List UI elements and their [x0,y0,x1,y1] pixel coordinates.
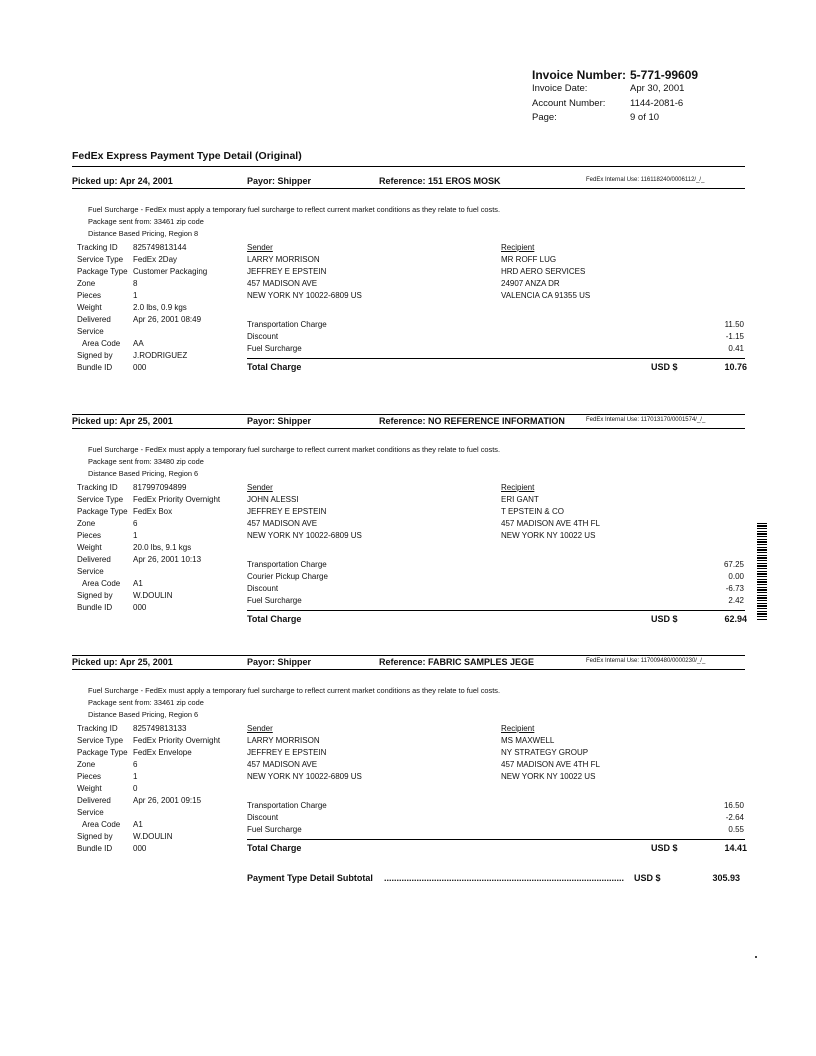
invoice-number-label: Invoice Number: [532,68,627,82]
reference: Reference: NO REFERENCE INFORMATION [379,416,565,426]
charge-label: Discount [247,332,279,341]
delivered-value: Apr 26, 2001 10:13 [133,555,202,564]
total-rule [247,610,745,611]
weight-value: 20.0 lbs, 9.1 kgs [133,543,192,552]
fuel-surcharge-note: Fuel Surcharge - FedEx must apply a temporary fuel surcharge to reflect current market conditions as they relate to fuel costs. [88,445,501,454]
charge-label: Discount [247,584,279,593]
payor: Payor: Shipper [247,416,312,426]
charge-amount: 16.50 [723,801,744,810]
tracking-id-label: Tracking ID [77,724,118,733]
service-type-value: FedEx Priority Overnight [133,736,221,745]
subtotal-amount: 305.93 [712,873,740,883]
sender-line: JEFFREY E EPSTEIN [247,748,327,757]
shipment-block [0,416,816,646]
reference: Reference: 151 EROS MOSK [379,176,501,186]
payor: Payor: Shipper [247,657,312,667]
header-rule [72,669,745,670]
fuel-surcharge-note: Fuel Surcharge - FedEx must apply a temporary fuel surcharge to reflect current market conditions as they relate to fuel costs. [88,205,501,214]
charge-label: Fuel Surcharge [247,344,302,353]
pieces-value: 1 [133,291,138,300]
invoice-date: Apr 30, 2001 [630,83,685,94]
zone-value: 8 [133,279,138,288]
pieces-label: Pieces [77,531,102,540]
signed-by-label: Signed by [77,832,113,841]
header-rule [72,188,745,189]
weight-value: 0 [133,784,138,793]
shipment-block [0,176,816,406]
signed-by-label: Signed by [77,351,113,360]
sender-line: NEW YORK NY 10022-6809 US [247,531,362,540]
recipient-heading: Recipient [501,724,535,733]
charge-amount: 67.25 [723,560,744,569]
invoice-number: 5-771-99609 [630,68,699,82]
recipient-heading: Recipient [501,483,535,492]
delivered-label: Delivered [77,796,111,805]
zone-value: 6 [133,519,138,528]
internal-use: FedEx Internal Use: 117009480/0000230/_/_ [586,658,706,664]
sender-heading: Sender [247,483,273,492]
total-currency: USD $ [651,614,678,624]
title-rule [72,166,745,167]
service-label: Service [77,567,104,576]
recipient-line: MS MAXWELL [501,736,555,745]
tracking-id-label: Tracking ID [77,243,118,252]
subtotal-leader-dots: ................................................................................................ [384,873,625,883]
sender-line: NEW YORK NY 10022-6809 US [247,772,362,781]
total-charge-amount: 62.94 [724,614,747,624]
total-charge-amount: 14.41 [724,843,747,853]
distance-pricing: Distance Based Pricing, Region 6 [88,469,199,478]
section-separator [72,655,745,656]
sender-line: LARRY MORRISON [247,736,320,745]
package-sent-from: Package sent from: 33461 zip code [88,217,204,226]
sender-line: 457 MADISON AVE [247,760,318,769]
recipient-line: 457 MADISON AVE 4TH FL [501,760,600,769]
recipient-line: ERI GANT [501,495,539,504]
total-rule [247,358,745,359]
pieces-value: 1 [133,531,138,540]
zone-label: Zone [77,760,96,769]
sender-line: 457 MADISON AVE [247,519,318,528]
sender-line: JEFFREY E EPSTEIN [247,267,327,276]
service-type-label: Service Type [77,255,124,264]
area-code-value: A1 [133,820,143,829]
charge-label: Transportation Charge [247,801,327,810]
pieces-label: Pieces [77,291,102,300]
charge-amount: 0.00 [728,572,744,581]
service-type-label: Service Type [77,736,124,745]
charge-amount: 0.55 [728,825,744,834]
tracking-id-value: 817997094899 [133,483,187,492]
bundle-id-label: Bundle ID [77,363,113,372]
tracking-id-value: 825749813144 [133,243,187,252]
signed-by-value: W.DOULIN [133,832,173,841]
area-code-label: Area Code [82,339,121,348]
page-title: FedEx Express Payment Type Detail (Original) [72,150,302,162]
signed-by-value: W.DOULIN [133,591,173,600]
signed-by-value: J.RODRIGUEZ [133,351,188,360]
charge-amount: -2.64 [725,813,744,822]
recipient-line: 457 MADISON AVE 4TH FL [501,519,600,528]
charge-amount: 0.41 [728,344,744,353]
distance-pricing: Distance Based Pricing, Region 8 [88,229,199,238]
internal-use: FedEx Internal Use: 117013170/0001574/_/_ [586,417,706,423]
service-type-label: Service Type [77,495,124,504]
total-rule [247,839,745,840]
fuel-surcharge-note: Fuel Surcharge - FedEx must apply a temporary fuel surcharge to reflect current market conditions as they relate to fuel costs. [88,686,501,695]
sender-heading: Sender [247,724,273,733]
package-sent-from: Package sent from: 33480 zip code [88,457,204,466]
charge-label: Fuel Surcharge [247,596,302,605]
page-mark [755,956,757,958]
shipment-block [0,657,816,887]
pieces-value: 1 [133,772,138,781]
delivered-label: Delivered [77,315,111,324]
picked-up-date: Picked up: Apr 24, 2001 [72,176,173,186]
charge-amount: 2.42 [728,596,744,605]
total-charge-label: Total Charge [247,362,302,372]
area-code-value: A1 [133,579,143,588]
area-code-value: AA [133,339,144,348]
package-type-label: Package Type [77,267,128,276]
bundle-id-value: 000 [133,363,147,372]
bundle-id-label: Bundle ID [77,844,113,853]
account-number: 1144-2081-6 [630,98,684,109]
reference: Reference: FABRIC SAMPLES JEGE [379,657,535,667]
charge-label: Transportation Charge [247,560,327,569]
service-type-value: FedEx 2Day [133,255,178,264]
bundle-id-label: Bundle ID [77,603,113,612]
delivered-value: Apr 26, 2001 09:15 [133,796,202,805]
zone-label: Zone [77,279,96,288]
recipient-line: NY STRATEGY GROUP [501,748,589,757]
package-sent-from: Package sent from: 33461 zip code [88,698,204,707]
recipient-line: NEW YORK NY 10022 US [501,531,596,540]
page-number: 9 of 10 [630,112,660,123]
sender-line: JOHN ALESSI [247,495,299,504]
subtotal-currency: USD $ [634,873,661,883]
tracking-id-label: Tracking ID [77,483,118,492]
header-rule [72,428,745,429]
charge-amount: 11.50 [724,320,744,329]
recipient-line: HRD AERO SERVICES [501,267,586,276]
invoice-date-label: Invoice Date: [532,83,588,94]
weight-label: Weight [77,303,102,312]
zone-label: Zone [77,519,96,528]
service-type-value: FedEx Priority Overnight [133,495,221,504]
distance-pricing: Distance Based Pricing, Region 6 [88,710,199,719]
tracking-id-value: 825749813133 [133,724,187,733]
delivered-value: Apr 26, 2001 08:49 [133,315,202,324]
service-label: Service [77,808,104,817]
total-currency: USD $ [651,843,678,853]
package-type-label: Package Type [77,748,128,757]
weight-label: Weight [77,784,102,793]
area-code-label: Area Code [82,579,121,588]
recipient-line: VALENCIA CA 91355 US [501,291,591,300]
package-type-label: Package Type [77,507,128,516]
charge-amount: -1.15 [725,332,744,341]
package-type-value: FedEx Box [133,507,173,516]
charge-label: Discount [247,813,279,822]
package-type-value: Customer Packaging [133,267,208,276]
charge-amount: -6.73 [725,584,744,593]
zone-value: 6 [133,760,138,769]
recipient-line: NEW YORK NY 10022 US [501,772,596,781]
total-charge-amount: 10.76 [724,362,747,372]
sender-line: 457 MADISON AVE [247,279,318,288]
signed-by-label: Signed by [77,591,113,600]
recipient-heading: Recipient [501,243,535,252]
page-label: Page: [532,112,557,123]
area-code-label: Area Code [82,820,121,829]
internal-use: FedEx Internal Use: 116118240/0006112/_/_ [586,177,705,183]
recipient-line: MR ROFF LUG [501,255,557,264]
section-separator [72,414,745,415]
side-barcode [757,523,767,621]
subtotal-label: Payment Type Detail Subtotal [247,873,373,883]
recipient-line: 24907 ANZA DR [501,279,560,288]
sender-line: JEFFREY E EPSTEIN [247,507,327,516]
account-number-label: Account Number: [532,98,606,109]
sender-line: LARRY MORRISON [247,255,320,264]
weight-label: Weight [77,543,102,552]
total-currency: USD $ [651,362,678,372]
package-type-value: FedEx Envelope [133,748,192,757]
charge-label: Fuel Surcharge [247,825,302,834]
picked-up-date: Picked up: Apr 25, 2001 [72,416,173,426]
weight-value: 2.0 lbs, 0.9 kgs [133,303,187,312]
delivered-label: Delivered [77,555,111,564]
recipient-line: T EPSTEIN & CO [501,507,564,516]
service-label: Service [77,327,104,336]
bundle-id-value: 000 [133,603,147,612]
sender-line: NEW YORK NY 10022-6809 US [247,291,362,300]
pieces-label: Pieces [77,772,102,781]
total-charge-label: Total Charge [247,843,302,853]
sender-heading: Sender [247,243,273,252]
total-charge-label: Total Charge [247,614,302,624]
bundle-id-value: 000 [133,844,147,853]
charge-label: Courier Pickup Charge [247,572,328,581]
picked-up-date: Picked up: Apr 25, 2001 [72,657,173,667]
payor: Payor: Shipper [247,176,312,186]
charge-label: Transportation Charge [247,320,327,329]
